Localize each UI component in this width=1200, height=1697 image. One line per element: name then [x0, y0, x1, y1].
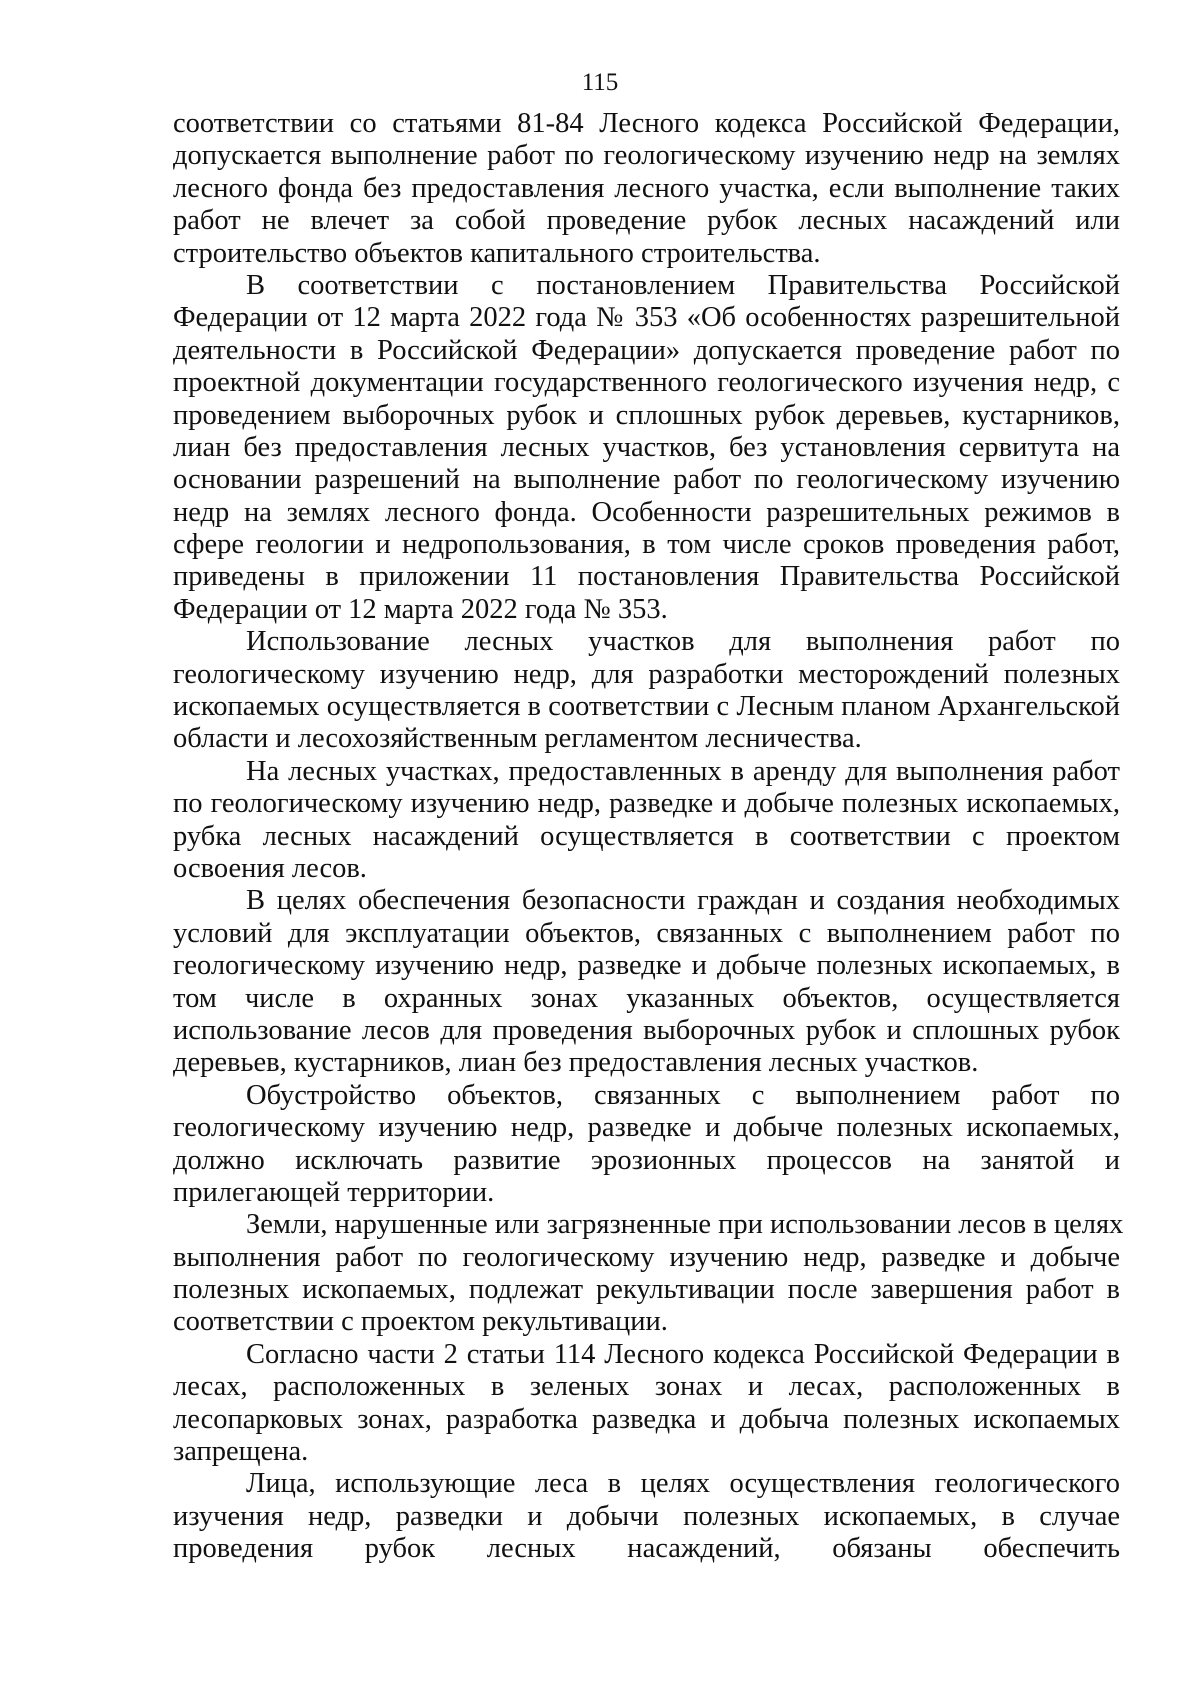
text-line: соответствии со статьями 81-84 Лесного кодекса Российской Федерации,	[173, 108, 1120, 139]
text-line: освоения лесов.	[173, 852, 367, 884]
text-line: прилегающей территории.	[173, 1176, 495, 1208]
text-line: строительство объектов капитального строительства.	[173, 237, 821, 269]
paragraph	[173, 756, 1120, 886]
text-line: по геологическому изучению недр, разведке и добыче полезных ископаемых,	[173, 788, 1120, 820]
text-line: рубка лесных насаждений осуществляется в соответствии с проектом	[173, 820, 1120, 852]
text-line: лесного фонда без предоставления лесного участка, если выполнение таких	[173, 172, 1120, 204]
text-line: использование лесов для проведения выборочных рубок и сплошных рубок	[173, 1014, 1120, 1046]
paragraph	[173, 626, 1120, 756]
text-line: запрещена.	[173, 1436, 309, 1468]
text-line: геологическому изучению недр, разведке и добыче полезных ископаемых, в	[173, 950, 1120, 982]
text-line: том числе в охранных зонах указанных объектов, осуществляется	[173, 982, 1120, 1014]
text-line: полезных ископаемых, подлежат рекультивации после завершения работ в	[173, 1274, 1120, 1306]
text-line: геологическому изучению недр, разведке и добыче полезных ископаемых,	[173, 1112, 1120, 1144]
text-line: лесах, расположенных в зеленых зонах и лесах, расположенных в	[173, 1371, 1120, 1403]
text-line: должно исключать развитие эрозионных процессов на занятой и	[173, 1144, 1120, 1176]
text-line: проектной документации государственного геологического изучения недр, с	[173, 367, 1120, 399]
text-line: Федерации от 12 марта 2022 года № 353.	[173, 593, 668, 625]
text-line: работ не влечет за собой проведение рубок лесных насаждений или	[173, 205, 1120, 237]
text-line: деревьев, кустарников, лиан без предоставления лесных участков.	[173, 1047, 979, 1079]
text-line: Использование лесных участков для выполнения работ по	[246, 626, 1120, 658]
paragraph	[173, 108, 1120, 270]
text-line: На лесных участках, предоставленных в аренду для выполнения работ	[246, 755, 1120, 787]
text-line: В целях обеспечения безопасности граждан и создания необходимых	[246, 885, 1120, 917]
text-line: сфере геологии и недропользования, в том числе сроков проведения работ,	[173, 529, 1120, 561]
text-line: основании разрешений на выполнение работ по геологическому изучению	[173, 464, 1120, 496]
text-line: приведены в приложении 11 постановления Правительства Российской	[173, 561, 1120, 593]
text-line: ископаемых осуществляется в соответствии с Лесным планом Архангельской	[173, 691, 1120, 723]
text-line: проведением выборочных рубок и сплошных рубок деревьев, кустарников,	[173, 399, 1120, 431]
text-line: области и лесохозяйственным регламентом лесничества.	[173, 723, 862, 755]
text-line: соответствии с проектом рекультивации.	[173, 1306, 668, 1338]
document-body	[173, 108, 1124, 1566]
text-line: геологическому изучению недр, для разработки месторождений полезных	[173, 658, 1120, 690]
text-line: Согласно части 2 статьи 114 Лесного кодекса Российской Федерации в	[246, 1338, 1120, 1370]
paragraph	[173, 1468, 1120, 1565]
text-line: Федерации от 12 марта 2022 года № 353 «Об особенностях разрешительной	[173, 302, 1120, 334]
text-line: В соответствии с постановлением Правительства Российской	[246, 269, 1120, 301]
text-line: Обустройство объектов, связанных с выполнением работ по	[246, 1079, 1120, 1111]
text-line: Лица, использующие леса в целях осуществления геологического	[246, 1468, 1120, 1500]
page-number: 115	[581, 69, 619, 96]
paragraph	[173, 1080, 1120, 1210]
paragraph	[173, 270, 1120, 626]
text-line: лиан без предоставления лесных участков, без установления сервитута на	[173, 431, 1120, 463]
paragraph	[173, 1339, 1120, 1469]
text-line: деятельности в Российской Федерации» допускается проведение работ по	[173, 334, 1120, 366]
text-line: допускается выполнение работ по геологическому изучению недр на землях	[173, 140, 1120, 172]
text-line: Земли, нарушенные или загрязненные при использовании лесов в целях	[246, 1209, 1124, 1241]
text-line: лесопарковых зонах, разработка разведка и добыча полезных ископаемых	[173, 1403, 1120, 1435]
paragraph	[173, 1209, 1124, 1339]
text-line: изучения недр, разведки и добычи полезных ископаемых, в случае	[173, 1500, 1120, 1532]
text-line: проведения рубок лесных насаждений, обязаны обеспечить	[173, 1533, 1120, 1565]
text-line: выполнения работ по геологическому изучению недр, разведке и добыче	[173, 1241, 1120, 1273]
paragraph	[173, 885, 1120, 1079]
text-line: недр на землях лесного фонда. Особенности разрешительных режимов в	[173, 496, 1120, 528]
text-line: условий для эксплуатации объектов, связанных с выполнением работ по	[173, 917, 1120, 949]
